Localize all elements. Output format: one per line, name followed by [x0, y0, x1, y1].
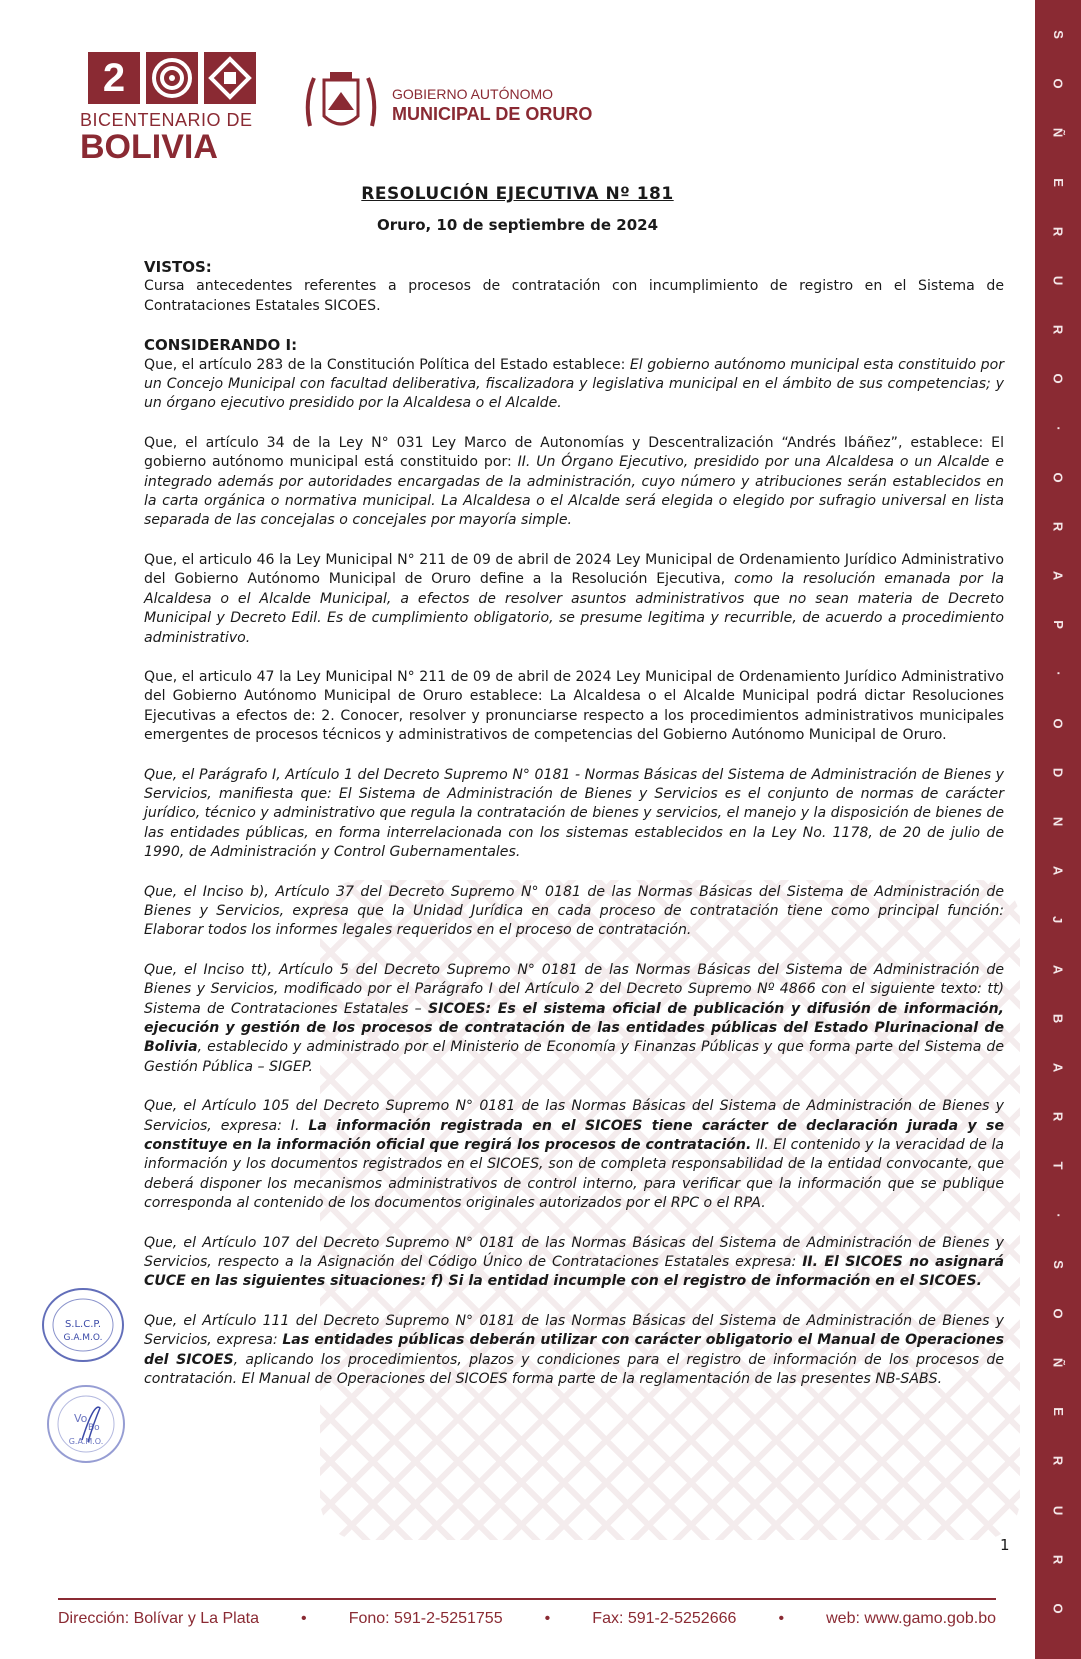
paragraph-2	[144, 434, 1004, 531]
stamp2-line1: Vo	[74, 1412, 88, 1425]
paragraph-10-text: Que, el Artículo 111 del Decreto Supremo N° 0181 de las Normas Básicas del Sistema de Administración de Bienes y Servicios, expresa:	[144, 1312, 1004, 1349]
vistos-heading: VISTOS:	[144, 258, 212, 276]
sidebar-letter: R	[1050, 1554, 1066, 1565]
sidebar-letter: R	[1050, 226, 1066, 237]
paragraph-7-tail: , establecido y administrado por el Ministerio de Economía y Finanzas Públicas y que forma parte del Sistema de Gestión Pública – SIGEP.	[144, 1039, 1004, 1075]
paragraph-7-text: Que, el Inciso tt), Artículo 5 del Decreto Supremo N° 0181 de las Normas Básicas del Sistema de Administración de Bienes y Servicios, modificado por el Parágrafo I del Artículo 2 del Decreto Supremo Nº 4866 con el siguiente texto: tt) Sistema de Contrataciones Estatales –	[144, 961, 1004, 1017]
stamp2-line2: Bo	[88, 1423, 100, 1433]
spiral-icon	[146, 52, 198, 104]
footer-separator: •	[778, 1610, 785, 1627]
bicentenario-line2: BOLIVIA	[80, 128, 218, 166]
sidebar-letter: E	[1050, 1407, 1066, 1417]
sidebar-letter: R	[1050, 325, 1066, 335]
document-date: Oruro, 10 de septiembre de 2024	[376, 216, 659, 234]
sidebar-letter: O	[1050, 1308, 1066, 1319]
bicentenario-line1: BICENTENARIO DE	[80, 110, 253, 130]
paragraph-1-text: Que, el artículo 283 de la Constitución Política del Estado establece:	[144, 356, 630, 373]
sidebar-letter: R	[1050, 521, 1066, 532]
gamo-line1: GOBIERNO AUTÓNOMO	[392, 86, 554, 102]
sidebar-letter: S	[1050, 30, 1066, 39]
sidebar-letter: O	[1050, 472, 1066, 483]
paragraph-8	[144, 1097, 1004, 1213]
sidebar-letter: Ñ	[1050, 128, 1066, 138]
sidebar-letter: O	[1050, 78, 1066, 89]
slcp-stamp	[38, 1285, 128, 1365]
sidebar-letter: Ñ	[1050, 1357, 1066, 1368]
paragraph-10	[144, 1312, 1004, 1390]
sidebar-band	[1035, 0, 1081, 1659]
footer-fax: Fax: 591-2-5252666	[592, 1610, 737, 1627]
gamo-logo	[300, 66, 630, 146]
paragraph-3-text: Que, el articulo 46 la Ley Municipal N° 211 de 09 de abril de 2024 Ley Municipal de Ordenamiento Jurídico Administrativo del Gobierno Autónomo Municipal de Oruro define a la Resolución Ejecutiva,	[144, 551, 1004, 588]
gamo-line2: MUNICIPAL DE ORURO	[392, 104, 593, 124]
paragraph-6: Que, el Inciso b), Artículo 37 del Decreto Supremo N° 0181 de las Normas Básicas del Sistema de Administración de Bienes y Servicios, expresa que la Unidad Jurídica en cada proceso de contratación tiene como principal función: Elaborar todos los informes legales requeridos en el proceso de contratación.	[144, 883, 1004, 939]
sidebar-letter: ·	[1050, 425, 1066, 431]
sidebar-letter: P	[1050, 620, 1066, 630]
vobo-stamp	[44, 1382, 128, 1466]
paragraph-7-bold: SICOES: Es el sistema oficial de publicación y difusión de información, ejecución y gestión de los procesos de contratación de las entidades públicas del Estado Plurinacional de Bolivia	[144, 1000, 1004, 1056]
stamp2-line3: G.A.M.O.	[68, 1437, 104, 1446]
sidebar-letter: ·	[1050, 1212, 1066, 1218]
paragraph-1	[144, 356, 1004, 414]
sidebar-letter: S	[1050, 1259, 1066, 1269]
paragraph-7	[144, 961, 1004, 1077]
document-body	[144, 258, 1004, 1390]
sidebar-letters	[1035, 10, 1081, 1633]
paragraph-8-text: Que, el Artículo 105 del Decreto Supremo N° 0181 de las Normas Básicas del Sistema de Administración de Bienes y Servicios, expresa: I.	[144, 1098, 1004, 1134]
paragraph-4: Que, el articulo 47 la Ley Municipal N° 211 de 09 de abril de 2024 Ley Municipal de Ordenamiento Jurídico Administrativo del Gobierno Autónomo Municipal de Oruro establece: La Alcaldesa o el Alcalde Municipal podrá dictar Resoluciones Ejecutivas a efectos de: 2. Conocer, resolver y pronunciarse respecto a los procedimientos administrativos municipales emergentes de procesos técnicos y administrativos de competencias del Gobierno Autónomo Municipal de Oruro.	[144, 668, 1004, 744]
paragraph-9-text: Que, el Artículo 107 del Decreto Supremo N° 0181 de las Normas Básicas del Sistema de Administración de Bienes y Servicios, respecto a la Asignación del Código Único de Contrataciones Estatales expresa:	[144, 1234, 1004, 1271]
sidebar-letter: D	[1050, 767, 1066, 778]
footer-divider	[58, 1598, 996, 1600]
footer	[58, 1610, 996, 1628]
sidebar-letter: J	[1050, 916, 1066, 924]
bicentenario-logo	[80, 52, 280, 172]
footer-separator: •	[301, 1610, 307, 1627]
bicentenario-block-2	[88, 52, 140, 104]
paragraph-8-bold: La información registrada en el SICOES tiene carácter de declaración jurada y se constituye en la información oficial que regirá los procesos de contratación.	[144, 1117, 1004, 1154]
paragraph-9	[144, 1234, 1004, 1292]
sidebar-letter: A	[1050, 964, 1066, 974]
sidebar-letter: A	[1050, 866, 1066, 876]
bicentenario-emblem	[88, 52, 280, 104]
sidebar-letter: B	[1050, 1013, 1066, 1024]
sidebar-letter: A	[1050, 1062, 1066, 1073]
paragraph-3-quote: como la resolución emanada por la Alcaldesa o el Alcalde Municipal, a efectos de resolver asuntos administrativos que no sean materia de Decreto Municipal y Decreto Edil. Es de cumplimiento obligatorio, se presume legitima y recurrible, de acuerdo a procedimiento administrativo.	[144, 571, 1005, 646]
footer-web: web: www.gamo.gob.bo	[826, 1610, 996, 1627]
paragraph-1-quote: El gobierno autónomo municipal esta constituido por un Concejo Municipal con facultad deliberativa, fiscalizadora y legislativa municipal en el ámbito de sus competencias; y un órgano ejecutivo presidido por la Alcaldesa o el Alcalde.	[144, 356, 1004, 412]
sidebar-letter: R	[1050, 1112, 1066, 1122]
footer-phone: Fono: 591-2-5251755	[348, 1610, 503, 1627]
municipal-seal-icon	[300, 66, 382, 146]
andean-cross-icon	[204, 52, 256, 104]
document-title: RESOLUCIÓN EJECUTIVA Nº 181	[361, 184, 674, 204]
sidebar-letter: U	[1050, 275, 1066, 286]
sidebar-letter: U	[1050, 1505, 1066, 1515]
paragraph-2-quote: II. Un Órgano Ejecutivo, presidido por una Alcaldesa o un Alcalde e integrado además por autoridades encargadas de la administración, cuyo número y atribuciones serán establecidos en la carta orgánica o normativa municipal. La Alcaldesa o el Alcalde será elegida o elegido por sufragio universal en lista separada de las concejalas o concejales por mayoría simple.	[144, 454, 1004, 529]
paragraph-5: Que, el Parágrafo I, Artículo 1 del Decreto Supremo N° 0181 - Normas Básicas del Sistema de Administración de Bienes y Servicios, manifiesta que: El Sistema de Administración de Bienes y Servicios es el conjunto de normas de carácter jurídico, técnico y administrativo que regula la contratación de bienes y servicios, el manejo y la disposición de bienes de las entidades públicas, en forma interrelacionada con los sistemas establecidos en la Ley No. 1178, de 20 de julio de 1990, de Administración y Control Gubernamentales.	[144, 766, 1004, 861]
sidebar-letter: O	[1050, 718, 1066, 729]
paragraph-2-text: Que, el artículo 34 de la Ley N° 031 Ley Marco de Autonomías y Descentralización “Andrés Ibáñez”, establece: El gobierno autónomo municipal está constituido por:	[144, 434, 1004, 471]
considerando-heading: CONSIDERANDO I:	[144, 336, 298, 355]
sidebar-letter: O	[1050, 1603, 1066, 1614]
stamp1-line1: S.L.C.P.	[64, 1319, 102, 1330]
sidebar-letter: N	[1050, 816, 1066, 827]
paragraph-10-bold: Las entidades públicas deberán utilizar con carácter obligatorio el Manual de Operaciones del SICOES	[144, 1332, 1005, 1368]
footer-separator: •	[544, 1610, 551, 1627]
sidebar-letter: E	[1050, 177, 1066, 187]
sidebar-letter: T	[1050, 1161, 1066, 1170]
sidebar-letter: R	[1050, 1456, 1066, 1466]
vistos-text: Cursa antecedentes referentes a procesos de contratación con incumplimiento de registro en el Sistema de Contrataciones Estatales SICOES.	[144, 278, 1004, 314]
paragraph-9-bold: II. El SICOES no asignará CUCE en las siguientes situaciones: f) Si la entidad incumple con el registro de información en el SICOES.	[144, 1254, 1004, 1290]
paragraph-8-tail: II. El contenido y la veracidad de la información y los documentos registrados en el SICOES, son de completa responsabilidad de la entidad convocante, que deberá disponer los mecanismos administrativos de control interno, para verificar que la información que se publique corresponda al contenido de los documentos originales autorizados por el RPC o el RPA.	[144, 1137, 1005, 1212]
sidebar-letter: ·	[1050, 671, 1066, 677]
sidebar-letter: O	[1050, 373, 1066, 384]
paragraph-3	[144, 551, 1004, 648]
stamp1-line2: G.A.M.O.	[63, 1333, 103, 1343]
footer-address: Dirección: Bolívar y La Plata	[58, 1610, 259, 1627]
bicentenario-number: 2	[102, 55, 126, 100]
page-number: 1	[1000, 1536, 1010, 1554]
paragraph-10-tail: , aplicando los procedimientos, plazos y condiciones para el registro de información de los procesos de contratación. El Manual de Operaciones del SICOES forma parte de la reglamentación de las presentes NB-SABS.	[144, 1351, 1004, 1388]
sidebar-letter: A	[1050, 570, 1066, 581]
